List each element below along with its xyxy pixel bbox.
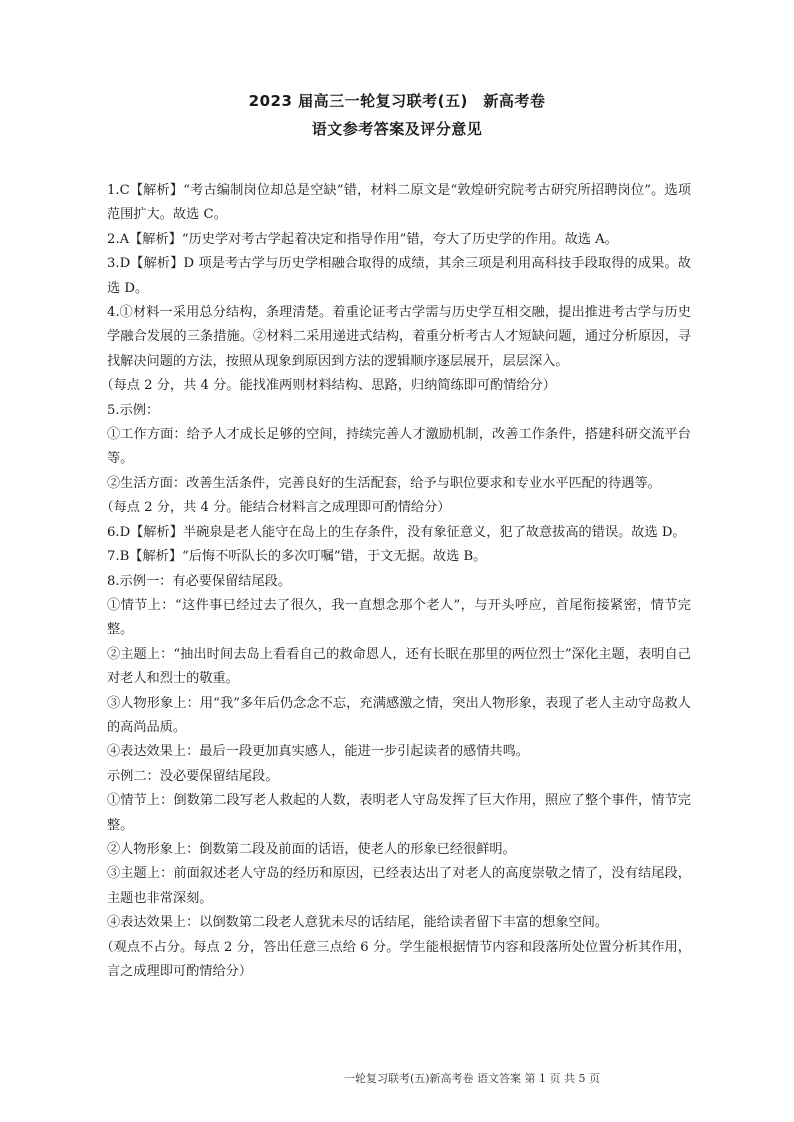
answer-q8-example1-point2: ②主题上：“抽出时间去岛上看看自己的救命恩人，还有长眠在那里的两位烈士”深化主题，表明自己对老人和烈士的敬重。 xyxy=(107,646,691,687)
answer-content xyxy=(100,152,691,984)
page-subtitle: 语文参考答案及评分意见 xyxy=(311,120,483,138)
answer-q8-example1-point3: ③人物形象上：用“我”多年后仍念念不忘，充满感激之情，突出人物形象，表现了老人主动守岛救人的高尚品质。 xyxy=(107,695,691,735)
answer-q8-example1-heading: 8.示例一：有必要保留结尾段。 xyxy=(107,573,292,589)
answer-q8-example2-point1: ①情节上：倒数第二段写老人救起的人数，表明老人守岛发挥了巨大作用，照应了整个事件，情节完整。 xyxy=(107,793,691,833)
answer-q5-point1: ①工作方面：给予人才成长足够的空间，持续完善人才激励机制，改善工作条件，搭建科研交流平台等。 xyxy=(107,427,691,467)
answer-q8-example2-point2: ②人物形象上：倒数第二段及前面的话语，使老人的形象已经很鲜明。 xyxy=(107,841,516,857)
scoring-note-q4: （每点 2 分，共 4 分。能找准两则材料结构、思路，归纳简练即可酌情给分） xyxy=(100,378,556,394)
answer-q8-example1-point1: ①情节上：“这件事已经过去了很久，我一直想念那个老人”，与开头呼应，首尾衔接紧密，情节完整。 xyxy=(107,597,691,638)
scoring-note-q5: （每点 2 分，共 4 分。能结合材料言之成理即可酌情给分） xyxy=(100,500,451,516)
page-footer: 一轮复习联考(五)新高考卷 语文答案 第 1 页 共 5 页 xyxy=(343,1072,601,1085)
answer-q8-example2-heading: 示例二：没必要保留结尾段。 xyxy=(107,768,279,784)
answer-q5-heading: 5.示例： xyxy=(107,402,160,418)
answer-q8-example2-point4: ④表达效果上：以倒数第二段老人意犹未尽的话结尾，能给读者留下丰富的想象空间。 xyxy=(107,915,609,931)
page-title: 2023 届高三一轮复习联考(五) 新高考卷 xyxy=(248,92,546,110)
answer-q6: 6.D【解析】半碗泉是老人能守在岛上的生存条件，没有象征意义，犯了故意拔高的错误。故选 D。 xyxy=(107,524,686,540)
answer-q8-example1-point4: ④表达效果上：最后一段更加真实感人，能进一步引起读者的感情共鸣。 xyxy=(107,744,529,760)
answer-q1: 1.C【解析】“考古编制岗位却总是空缺”错，材料二原文是“敦煌研究院考古研究所招聘岗位”。选项范围扩大。故选 C。 xyxy=(107,183,691,223)
answer-q7: 7.B【解析】“后悔不听队长的多次叮嘱”错，于文无据。故选 B。 xyxy=(107,549,487,565)
answer-q5-point2: ②生活方面：改善生活条件，完善良好的生活配套，给予与职位要求和专业水平匹配的待遇等。 xyxy=(107,475,661,491)
answer-q4: 4.①材料一采用总分结构，条理清楚。着重论证考古学需与历史学互相交融，提出推进考古学与历史学融合发展的三条措施。②材料二采用递进式结构，着重分析考古人才短缺问题，通过分析原因，寻找解决问题的方法，按照从现象到原因到方法的逻辑顺序逐层展开，层层深入。 xyxy=(107,305,691,369)
scoring-note-q8: （观点不占分。每点 2 分，答出任意三点给 6 分。学生能根据情节内容和段落所处位置分析其作用，言之成理即可酌情给分） xyxy=(100,939,691,979)
answer-q3: 3.D【解析】D 项是考古学与历史学相融合取得的成绩，其余三项是利用高科技手段取得的成果。故选 D。 xyxy=(107,256,691,296)
answer-q8-example2-point3: ③主题上：前面叙述老人守岛的经历和原因，已经表达出了对老人的高度崇敬之情了，没有结尾段，主题也非常深刻。 xyxy=(107,866,691,906)
answer-q2: 2.A【解析】“历史学对考古学起着决定和指导作用”错，夸大了历史学的作用。故选 A。 xyxy=(107,231,618,247)
